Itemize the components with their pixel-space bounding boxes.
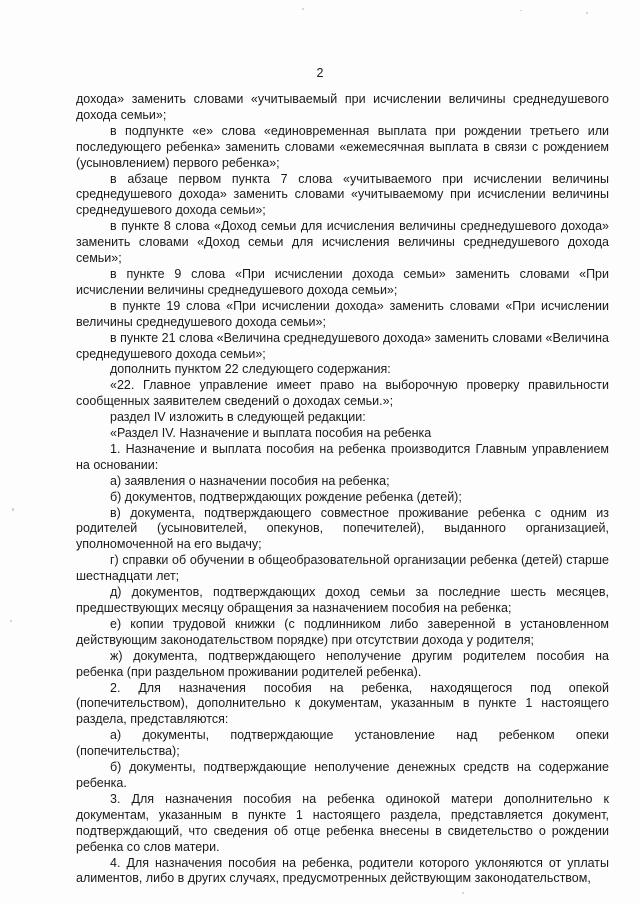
paragraph: раздел IV изложить в следующей редакции: [110,410,366,425]
paragraph: в подпункте «е» слова «единовременная выплата при рождении третьего или последующего ребенка» заменить словами «ежемесячная выплата в связи с рождением (усыновлением) первого ребенка»; [76,123,609,170]
scan-speck [462,892,464,894]
document-body [76,92,609,887]
paragraph: 3. Для назначения пособия на ребенка одинокой матери дополнительно к документам, указанным в пункте 1 настоящего раздела, представляется документ, подтверждающий, что сведения об отце ребенка внесены в свидетельство о рождении ребенка со слов матери. [76,791,609,854]
paragraph: в пункте 8 слова «Доход семьи для исчисления величины среднедушевого дохода» заменить словами «Доход семьи для исчисления величины среднедушевого дохода семьи»; [76,219,609,266]
scan-speck [10,620,12,622]
paragraph: 2. Для назначения пособия на ребенка, находящегося под опекой (попечительством), дополнительно к документам, указанным в пункте 1 настоящего раздела, представляются: [76,680,609,727]
section-heading: «Раздел IV. Назначение и выплата пособия на ребенка [110,426,432,441]
list-item: г) справки об обучении в общеобразовательной организации ребенка (детей) старше шестнадцати лет; [76,553,609,584]
scan-speck [12,508,14,511]
list-item: е) копии трудовой книжки (с подлинником либо заверенной в установленном действующим законодательством порядке) при отсутствии дохода у родителя; [76,616,609,647]
list-item: б) документы, подтверждающие неполучение денежных средств на содержание ребенка. [76,760,609,790]
paragraph: 4. Для назначения пособия на ребенка, родители которого уклоняются от уплаты алиментов, либо в других случаях, предусмотренных действующим законодательством, [76,855,609,886]
paragraph: «22. Главное управление имеет право на выборочную проверку правильности сообщенных заявителем сведений о доходах семьи.»; [76,378,609,409]
paragraph: дополнить пунктом 22 следующего содержания: [110,362,391,377]
list-item: ж) документа, подтверждающего неполучение другим родителем пособия на ребенка (при раздельном проживании родителей ребенка). [76,648,609,679]
page-number: 2 [316,66,324,80]
paragraph: в пункте 19 слова «При исчислении дохода» заменить словами «При исчислении величины среднедушевого дохода семьи»; [76,298,609,329]
paragraph: в абзаце первом пункта 7 слова «учитываемого при исчислении величины среднедушевого дохода» заменить словами «учитываемому при исчислении величины среднедушевого дохода семьи»; [76,171,609,218]
scan-speck [520,10,522,11]
list-item: б) документов, подтверждающих рождение ребенка (детей); [110,489,462,504]
scan-speck [586,12,588,14]
list-item: а) документы, подтверждающие установление над ребенком опеки (попечительства); [76,728,609,759]
scan-speck [302,8,304,10]
list-item: д) документов, подтверждающих доход семьи за последние шесть месяцев, предшествующих месяцу обращения за назначением пособия на ребенка; [76,585,609,615]
list-item: а) заявления о назначении пособия на ребенка; [110,473,390,488]
list-item: в) документа, подтверждающего совместное проживание ребенка с одним из родителей (усыновителей, опекунов, попечителей), выданного организацией, уполномоченной на его выдачу; [76,505,609,552]
paragraph: дохода» заменить словами «учитываемый при исчислении величины среднедушевого дохода семьи»; [76,92,609,122]
paragraph: в пункте 9 слова «При исчислении дохода семьи» заменить словами «При исчислении величины среднедушевого дохода семьи»; [76,266,609,297]
paragraph: 1. Назначение и выплата пособия на ребенка производится Главным управлением на основании: [76,441,609,472]
paragraph: в пункте 21 слова «Величина среднедушевого дохода» заменить словами «Величина среднедушевого дохода семьи»; [76,330,609,361]
